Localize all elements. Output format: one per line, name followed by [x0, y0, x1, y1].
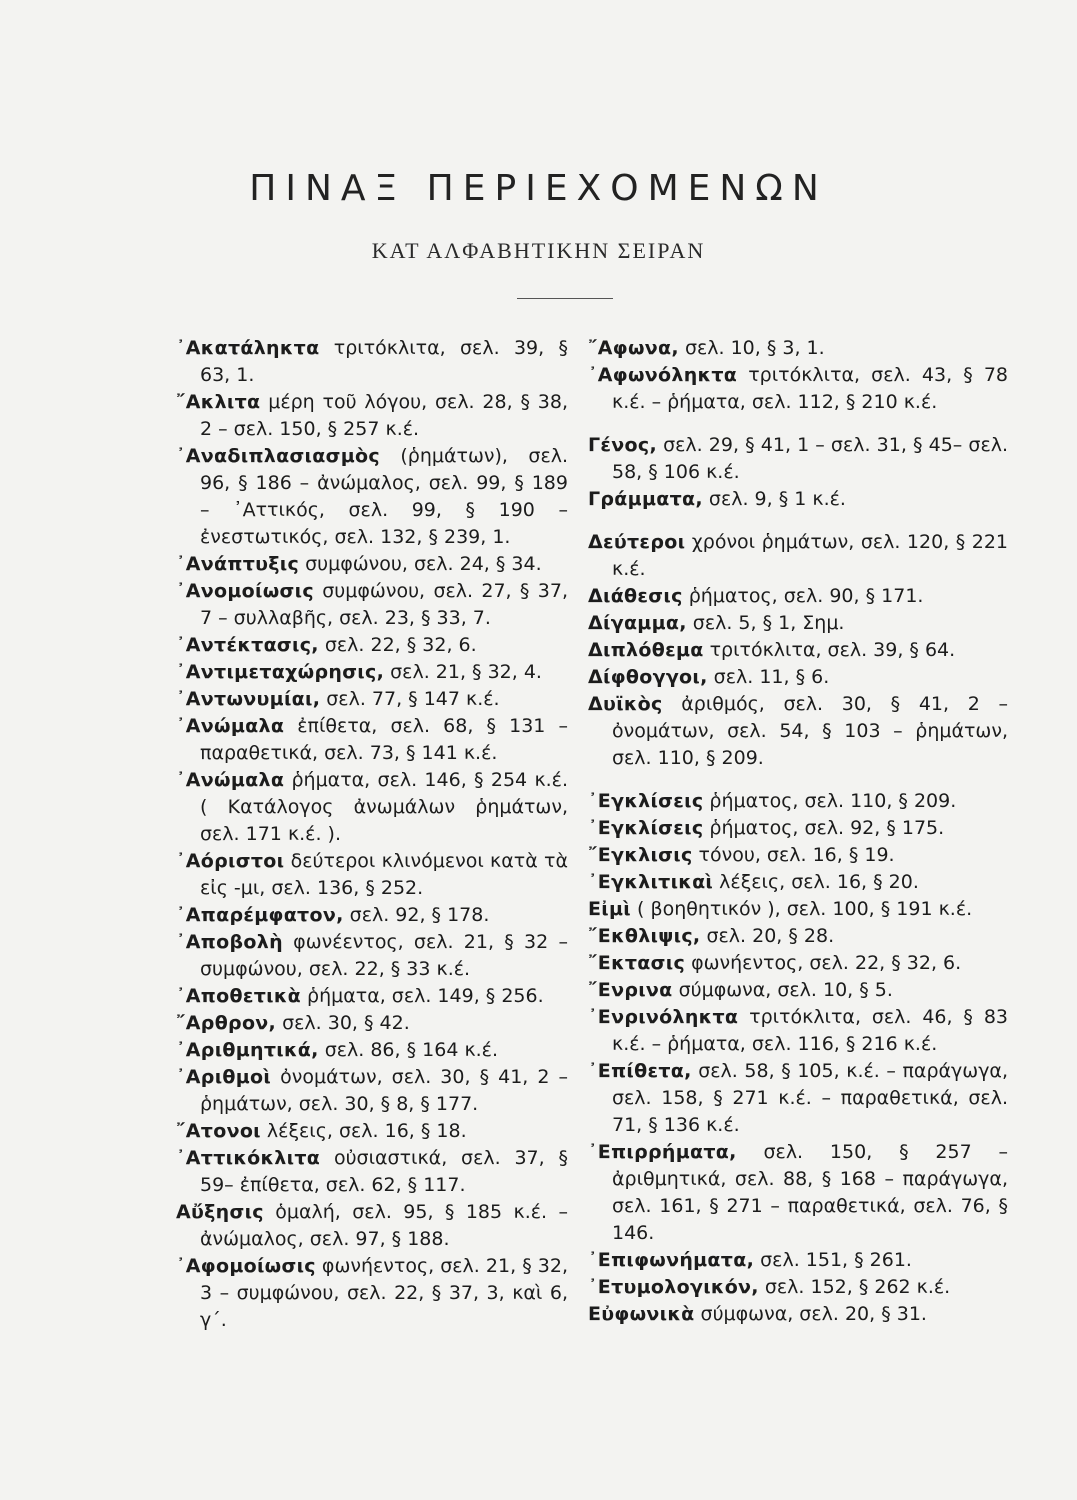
index-entry	[588, 923, 1008, 950]
entry-references: σελ. 150, § 257 – ἀριθμητικά, σελ. 88, § 168 – παράγωγα, σελ. 161, § 271 – παραθετικά, σελ. 76, § 146.	[612, 1141, 1008, 1244]
index-entry	[588, 869, 1008, 896]
entry-references: συμφώνου, σελ. 27, § 37, 7 – συλλαβῆς, σελ. 23, § 33, 7.	[200, 580, 568, 629]
entry-references: ῥήματα, σελ. 149, § 256.	[301, 985, 544, 1007]
entry-headword: ᾽Ακατάληκτα	[176, 337, 320, 359]
index-entry	[176, 1037, 568, 1064]
entry-references: λέξεις, σελ. 16, § 18.	[260, 1120, 467, 1142]
entry-headword: ᾽Επιφωνήματα,	[588, 1249, 755, 1271]
entry-headword: ᾽Απαρέμφατον,	[176, 904, 344, 926]
entry-references: σελ. 9, § 1 κ.έ.	[702, 488, 846, 510]
entry-headword: Γράμματα,	[588, 488, 703, 510]
index-entry	[176, 1118, 568, 1145]
entry-headword: ῎Αφωνα,	[588, 337, 679, 359]
entry-references: λέξεις, σελ. 16, § 20.	[713, 871, 919, 893]
entry-headword: Δίφθογγοι,	[588, 666, 708, 688]
entry-references: σελ. 92, § 178.	[343, 904, 490, 926]
index-entry	[588, 815, 1008, 842]
index-entry	[588, 1058, 1008, 1139]
entry-references: σελ. 5, § 1, Σημ.	[686, 612, 845, 634]
entry-headword: ῎Ατονοι	[176, 1120, 261, 1142]
divider-rule	[517, 298, 613, 299]
index-entry	[176, 1145, 568, 1199]
index-entry	[176, 686, 568, 713]
entry-references: τριτόκλιτα, σελ. 39, § 64.	[703, 639, 956, 661]
entry-references: ῥήματος, σελ. 90, § 171.	[682, 585, 924, 607]
index-entry	[588, 362, 1008, 416]
entry-headword: ᾽Ανομοίωσις	[176, 580, 314, 602]
index-entry	[176, 443, 568, 551]
entry-references: ὀνομάτων, σελ. 30, § 41, 2 – ῥημάτων, σελ. 30, § 8, § 177.	[200, 1066, 568, 1115]
index-entry	[176, 1253, 568, 1334]
entry-headword: Αὔξησις	[176, 1201, 264, 1223]
entry-headword: ᾽Αποβολὴ	[176, 931, 283, 953]
entry-headword: ᾽Αριθμοὶ	[176, 1066, 272, 1088]
index-entry	[176, 659, 568, 686]
entry-headword: Δεύτεροι	[588, 531, 686, 553]
index-entry	[176, 1010, 568, 1037]
index-entry	[588, 664, 1008, 691]
index-column-left	[176, 335, 568, 1334]
index-entry	[588, 583, 1008, 610]
entry-references: σελ. 21, § 32, 4.	[384, 661, 542, 683]
index-entry	[588, 1301, 1008, 1328]
entry-references: σελ. 151, § 261.	[754, 1249, 912, 1271]
entry-headword: ᾽Αντέκτασις,	[176, 634, 319, 656]
entry-headword: ᾽Ανάπτυξις	[176, 553, 300, 575]
page-subtitle: ΚΑΤ ΑΛΦΑΒΗΤΙΚΗΝ ΣΕΙΡΑΝ	[371, 238, 706, 263]
index-entry	[176, 551, 568, 578]
entry-references: δεύτεροι κλινόμενοι κατὰ τὰ εἰς -μι, σελ. 136, § 252.	[200, 850, 568, 899]
entry-headword: ᾽Αφωνόληκτα	[588, 364, 738, 386]
entry-references: μέρη τοῦ λόγου, σελ. 28, § 38, 2 – σελ. 150, § 257 κ.έ.	[200, 391, 568, 440]
entry-headword: ᾽Αναδιπλασιασμὸς	[176, 445, 380, 467]
entry-headword: ῎Εγκλισις	[588, 844, 693, 866]
entry-references: τόνου, σελ. 16, § 19.	[692, 844, 895, 866]
entry-references: τριτόκλιτα, σελ. 43, § 78 κ.έ. – ῥήματα, σελ. 112, § 210 κ.έ.	[612, 364, 1008, 413]
entry-headword: ᾽Αντιμεταχώρησις,	[176, 661, 385, 683]
entry-headword: ᾽Επιρρήματα,	[588, 1141, 737, 1163]
entry-references: σελ. 20, § 28.	[700, 925, 835, 947]
entry-headword: ᾽Εγκλίσεις	[588, 790, 704, 812]
entry-references: σύμφωνα, σελ. 10, § 5.	[672, 979, 893, 1001]
index-entry	[588, 896, 1008, 923]
entry-references: χρόνοι ῥημάτων, σελ. 120, § 221 κ.έ.	[612, 531, 1008, 580]
entry-headword: ᾽Ανώμαλα	[176, 715, 285, 737]
entry-headword: ᾽Ετυμολογικόν,	[588, 1276, 759, 1298]
entry-references: φωνέεντος, σελ. 21, § 32 – συμφώνου, σελ. 22, § 33 κ.έ.	[200, 931, 568, 980]
index-entry	[588, 335, 1008, 362]
entry-headword: Γένος,	[588, 434, 657, 456]
entry-headword: ᾽Αποθετικὰ	[176, 985, 301, 1007]
entry-headword: Διάθεσις	[588, 585, 683, 607]
entry-references: συμφώνου, σελ. 24, § 34.	[299, 553, 542, 575]
entry-headword: ῎Εκτασις	[588, 952, 686, 974]
entry-references: ἐπίθετα, σελ. 68, § 131 – παραθετικά, σελ. 73, § 141 κ.έ.	[200, 715, 568, 764]
entry-references: οὐσιαστικά, σελ. 37, § 59– ἐπίθετα, σελ. 62, § 117.	[200, 1147, 568, 1196]
entry-references: ῥήματα, σελ. 146, § 254 κ.έ. ( Κατάλογος ἀνωμάλων ῥημάτων, σελ. 171 κ.έ. ).	[200, 769, 568, 845]
index-entry	[588, 610, 1008, 637]
index-entry	[588, 1274, 1008, 1301]
index-entry	[588, 691, 1008, 772]
index-entry	[176, 1064, 568, 1118]
index-entry	[588, 432, 1008, 486]
entry-headword: ῎Εκθλιψις,	[588, 925, 701, 947]
index-entry	[176, 767, 568, 848]
index-entry	[176, 389, 568, 443]
entry-headword: ᾽Ενρινόληκτα	[588, 1006, 739, 1028]
entry-references: ἀριθμός, σελ. 30, § 41, 2 – ὀνομάτων, σελ. 54, § 103 – ῥημάτων, σελ. 110, § 209.	[612, 693, 1008, 769]
entry-references: σελ. 77, § 147 κ.έ.	[320, 688, 500, 710]
index-entry	[588, 637, 1008, 664]
index-entry	[176, 578, 568, 632]
entry-headword: ᾽Αόριστοι	[176, 850, 285, 872]
index-entry	[176, 632, 568, 659]
index-column-right	[588, 335, 1008, 1328]
entry-headword: Δίγαμμα,	[588, 612, 687, 634]
entry-references: σελ. 58, § 105, κ.έ. – παράγωγα, σελ. 158, § 271 κ.έ. – παραθετικά, σελ. 71, § 136 κ.έ.	[612, 1060, 1008, 1136]
index-entry	[588, 842, 1008, 869]
index-entry	[176, 848, 568, 902]
entry-references: σελ. 29, § 41, 1 – σελ. 31, § 45– σελ. 58, § 106 κ.έ.	[612, 434, 1008, 483]
entry-references: σελ. 10, § 3, 1.	[678, 337, 825, 359]
entry-references: φωνήεντος, σελ. 22, § 32, 6.	[685, 952, 962, 974]
index-entry	[588, 529, 1008, 583]
entry-references: τριτόκλιτα, σελ. 39, § 63, 1.	[200, 337, 568, 386]
index-entry	[588, 977, 1008, 1004]
index-entry	[588, 788, 1008, 815]
entry-headword: ῎Ακλιτα	[176, 391, 261, 413]
entry-headword: ᾽Επίθετα,	[588, 1060, 692, 1082]
index-entry	[588, 486, 1008, 513]
entry-references: τριτόκλιτα, σελ. 46, § 83 κ.έ. – ῥήματα, σελ. 116, § 216 κ.έ.	[612, 1006, 1008, 1055]
entry-references: ( βοηθητικόν ), σελ. 100, § 191 κ.έ.	[630, 898, 973, 920]
index-entry	[588, 1004, 1008, 1058]
entry-references: σελ. 22, § 32, 6.	[318, 634, 477, 656]
entry-headword: ᾽Εγκλίσεις	[588, 817, 704, 839]
entry-headword: ᾽Αριθμητικά,	[176, 1039, 319, 1061]
index-entry	[176, 929, 568, 983]
index-entry	[176, 335, 568, 389]
index-entry	[176, 713, 568, 767]
index-entry	[176, 1199, 568, 1253]
entry-headword: ᾽Αντωνυμίαι,	[176, 688, 321, 710]
entry-references: σελ. 11, § 6.	[707, 666, 830, 688]
entry-headword: ᾽Αττικόκλιτα	[176, 1147, 321, 1169]
entry-references: σύμφωνα, σελ. 20, § 31.	[694, 1303, 927, 1325]
entry-headword: ῎Ενρινα	[588, 979, 673, 1001]
entry-references: φωνήεντος, σελ. 21, § 32, 3 – συμφώνου, σελ. 22, § 37, 3, καὶ 6, γ΄.	[200, 1255, 568, 1331]
index-entry	[176, 983, 568, 1010]
index-entry	[176, 902, 568, 929]
index-entry	[588, 1247, 1008, 1274]
entry-references: ὁμαλή, σελ. 95, § 185 κ.έ. – ἀνώμαλος, σελ. 97, § 188.	[200, 1201, 568, 1250]
entry-headword: ῎Αρθρον,	[176, 1012, 277, 1034]
entry-headword: ᾽Εγκλιτικαὶ	[588, 871, 714, 893]
entry-references: σελ. 30, § 42.	[276, 1012, 410, 1034]
entry-references: σελ. 86, § 164 κ.έ.	[318, 1039, 498, 1061]
entry-references: σελ. 152, § 262 κ.έ.	[758, 1276, 951, 1298]
entry-references: (ῥημάτων), σελ. 96, § 186 – ἀνώμαλος, σελ. 99, § 189 – ᾽Αττικός, σελ. 99, § 190 – ἐνεστωτικός, σελ. 132, § 239, 1.	[200, 445, 568, 548]
entry-headword: Διπλόθεμα	[588, 639, 704, 661]
entry-headword: Εὐφωνικὰ	[588, 1303, 695, 1325]
index-entry	[588, 950, 1008, 977]
entry-references: ῥήματος, σελ. 92, § 175.	[703, 817, 945, 839]
entry-headword: ᾽Ανώμαλα	[176, 769, 285, 791]
entry-headword: Δυϊκὸς	[588, 693, 663, 715]
index-entry	[588, 1139, 1008, 1247]
entry-headword: ᾽Αφομοίωσις	[176, 1255, 316, 1277]
entry-headword: Εἰμὶ	[588, 898, 631, 920]
entry-references: ῥήματος, σελ. 110, § 209.	[703, 790, 957, 812]
page-title: ΠΙΝΑΞ ΠΕΡΙΕΧΟΜΕΝΩΝ	[249, 168, 828, 209]
